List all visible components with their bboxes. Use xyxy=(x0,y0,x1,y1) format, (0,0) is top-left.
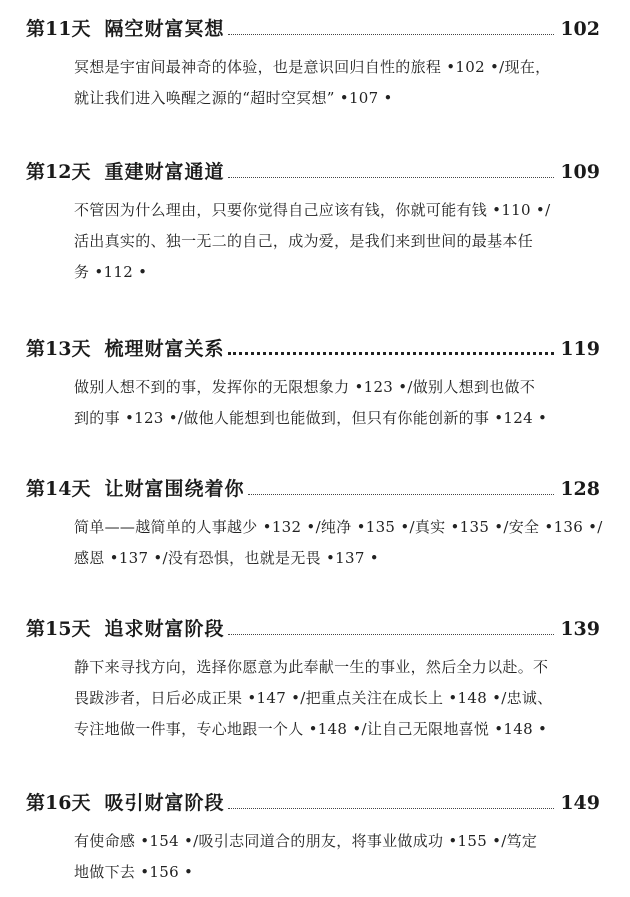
chapter-page-number: 139 xyxy=(560,618,600,640)
chapter-title: 吸引财富阶段 xyxy=(104,792,225,814)
entry-line: 冥想是宇宙间最神奇的体验，也是意识回归自性的旅程 •102 •/现在， xyxy=(74,58,551,76)
toc-chapter-12 xyxy=(26,157,600,288)
entry-line: 做别人想不到的事，发挥你的无限想象力 •123 •/做别人想到也做不 xyxy=(74,378,536,396)
chapter-heading xyxy=(26,474,600,502)
chapter-day: 第16天 xyxy=(26,792,91,814)
chapter-entries xyxy=(74,512,603,574)
entry-line: 畏跋涉者，日后必成正果 •147 •/把重点关注在成长上 •148 •/忠诚、 xyxy=(74,689,553,707)
chapter-heading xyxy=(26,14,600,42)
chapter-title: 让财富围绕着你 xyxy=(104,478,245,500)
chapter-day: 第12天 xyxy=(26,161,91,183)
dot-leader xyxy=(228,807,554,809)
chapter-page-number: 109 xyxy=(560,161,600,183)
entry-line: 不管因为什么理由，只要你觉得自己应该有钱，你就可能有钱 •110 •/ xyxy=(74,201,551,219)
chapter-heading xyxy=(26,614,600,642)
chapter-heading xyxy=(26,157,600,185)
chapter-day: 第13天 xyxy=(26,338,91,360)
chapter-page-number: 128 xyxy=(560,478,600,500)
chapter-day: 第11天 xyxy=(26,18,91,40)
entry-line: 有使命感 •154 •/吸引志同道合的朋友，将事业做成功 •155 •/笃定 xyxy=(74,832,538,850)
chapter-title: 隔空财富冥想 xyxy=(104,18,225,40)
dot-leader xyxy=(228,633,554,635)
chapter-title: 梳理财富关系 xyxy=(104,338,225,360)
toc-chapter-13 xyxy=(26,334,600,434)
dot-leader xyxy=(228,33,554,35)
entry-line: 简单——越简单的人事越少 •132 •/纯净 •135 •/真实 •135 •/安全 •136 •/ xyxy=(74,518,603,536)
chapter-entries xyxy=(74,652,600,745)
toc-chapter-15 xyxy=(26,614,600,745)
chapter-entries xyxy=(74,372,600,434)
entry-line: 活出真实的、独一无二的自己，成为爱，是我们来到世间的最基本任 xyxy=(74,232,534,250)
chapter-day: 第14天 xyxy=(26,478,91,500)
entry-line: 就让我们进入唤醒之源的“超时空冥想” •107 • xyxy=(74,89,393,107)
entry-line: 静下来寻找方向，选择你愿意为此奉献一生的事业，然后全力以赴。不 xyxy=(74,658,549,676)
entry-line: 务 •112 • xyxy=(74,263,148,281)
chapter-entries xyxy=(74,195,600,288)
dot-leader xyxy=(228,351,554,355)
chapter-heading xyxy=(26,334,600,362)
toc-chapter-14 xyxy=(26,474,603,574)
dot-leader xyxy=(228,176,554,178)
toc-chapter-16 xyxy=(26,788,600,888)
entry-line: 感恩 •137 •/没有恐惧，也就是无畏 •137 • xyxy=(74,549,379,567)
chapter-page-number: 119 xyxy=(560,338,600,360)
chapter-title: 追求财富阶段 xyxy=(104,618,225,640)
entry-line: 地做下去 •156 • xyxy=(74,863,194,881)
chapter-title: 重建财富通道 xyxy=(104,161,225,183)
chapter-entries xyxy=(74,826,600,888)
toc-chapter-11 xyxy=(26,14,600,114)
dot-leader xyxy=(248,493,554,495)
chapter-entries xyxy=(74,52,600,114)
chapter-page-number: 149 xyxy=(560,792,600,814)
entry-line: 到的事 •123 •/做他人能想到也能做到，但只有你能创新的事 •124 • xyxy=(74,409,548,427)
chapter-page-number: 102 xyxy=(560,18,600,40)
entry-line: 专注地做一件事，专心地跟一个人 •148 •/让自己无限地喜悦 •148 • xyxy=(74,720,548,738)
chapter-day: 第15天 xyxy=(26,618,91,640)
chapter-heading xyxy=(26,788,600,816)
